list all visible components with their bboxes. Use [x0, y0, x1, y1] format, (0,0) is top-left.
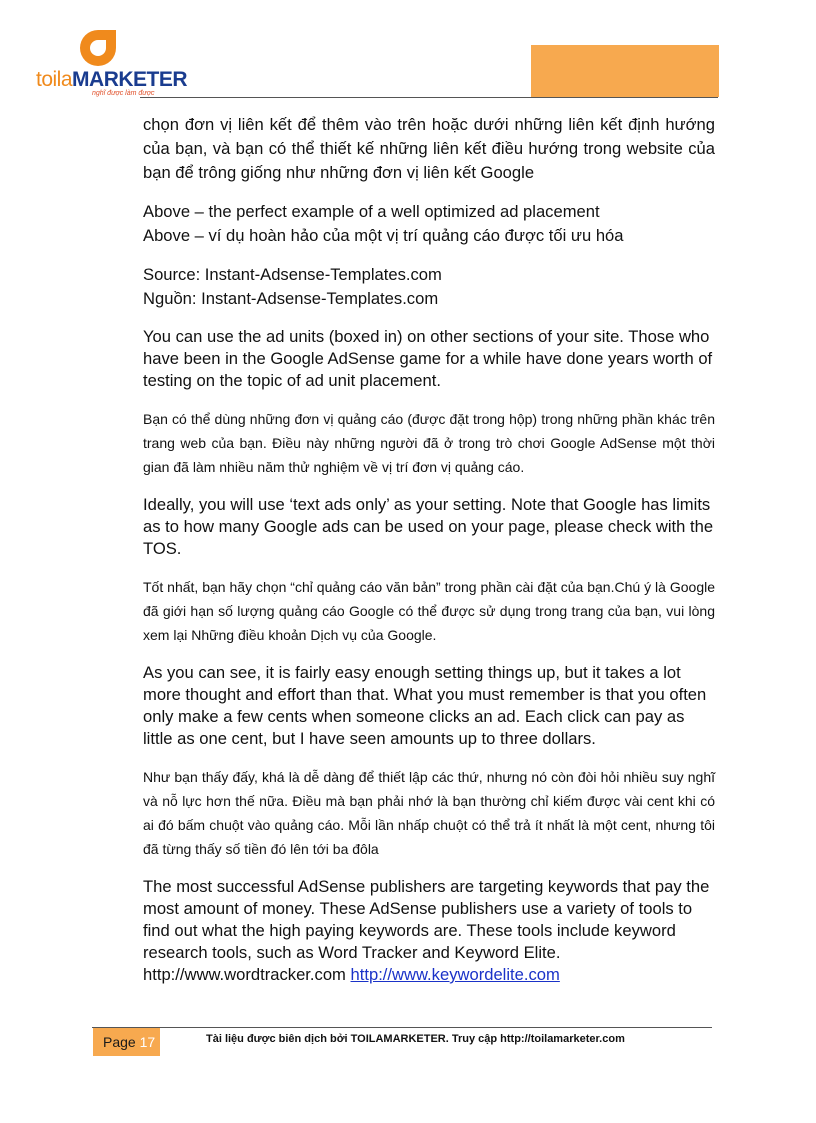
logo-part2: MARKETER	[72, 68, 188, 91]
page-body	[143, 113, 715, 986]
paragraph-vn-3: Tốt nhất, bạn hãy chọn “chỉ quảng cáo văn bản” trong phần cài đặt của bạn.Chú ý là Google đã giới hạn số lượng quảng cáo Google có thể được sử dụng trong trang của bạn, vui lòng xem lại Những điều khoản Dịch vụ của Google.	[143, 579, 715, 643]
paragraph-vn-4: Như bạn thấy đấy, khá là dễ dàng để thiết lập các thứ, nhưng nó còn đòi hỏi nhiều suy nghĩ và nỗ lực hơn thế nữa. Điều mà bạn phải nhớ là bạn thường chỉ kiếm được vài cent khi có ai đó bấm chuột vào quảng cáo. Mỗi lần nhấp chuột có thể trả ít nhất là một cent, nhưng tôi đã từng thấy số tiền đó lên tới ba đôla	[143, 769, 715, 857]
paragraph-en-2: You can use the ad units (boxed in) on other sections of your site. Those who have been in the Google AdSense game for a while have done years worth of testing on the topic of ad unit placement.	[143, 327, 713, 390]
page-label	[103, 1034, 155, 1050]
source-vn: Nguồn: Instant-Adsense-Templates.com	[143, 289, 439, 308]
logo-part1: toila	[36, 68, 73, 91]
page-number-box	[93, 1028, 160, 1056]
source-en: Source: Instant-Adsense-Templates.com	[143, 265, 442, 284]
header-accent-box	[531, 45, 719, 97]
brand-logo	[30, 28, 188, 98]
page-number: 17	[139, 1034, 156, 1050]
caption-above-vn: Above – ví dụ hoàn hảo của một vị trí quảng cáo được tối ưu hóa	[143, 226, 624, 245]
paragraph-en-4: As you can see, it is fairly easy enough setting things up, but it takes a lot more thought and effort than that. What you must remember is that you often only make a few cents when someone clicks an ad. Each click can pay as little as one cent, but I have seen amounts up to three dollars.	[143, 663, 707, 748]
wordtracker-url: http://www.wordtracker.com	[143, 965, 346, 984]
header-divider	[140, 97, 718, 98]
caption-above-en: Above – the perfect example of a well optimized ad placement	[143, 202, 600, 221]
footer-credit: Tài liệu được biên dịch bởi TOILAMARKETER. Truy cập http://toilamarketer.com	[206, 1033, 625, 1045]
paragraph-vn-2: Bạn có thể dùng những đơn vị quảng cáo (được đặt trong hộp) trong những phần khác trên trang web của bạn. Điều này những người đã ở trong trò chơi Google AdSense một thời gian đã làm nhiều năm thử nghiệm về vị trí đơn vị quảng cáo.	[143, 411, 715, 475]
caption-above	[143, 200, 715, 248]
logo-wordmark	[36, 68, 187, 92]
page-label-text: Page	[103, 1034, 136, 1050]
logo-tagline: nghĩ được làm được	[92, 90, 155, 97]
logo-drop-icon	[78, 28, 118, 68]
paragraph-vn-1: chọn đơn vị liên kết để thêm vào trên hoặc dưới những liên kết định hướng của bạn, và bạn có thể thiết kế những liên kết điều hướng trong website của bạn để trông giống như những đơn vị liên kết Google	[143, 115, 715, 182]
paragraph-en-5-text: The most successful AdSense publishers are targeting keywords that pay the most amount of money. These AdSense publishers use a variety of tools to find out what the high paying keywords are. These tools include keyword research tools, such as Word Tracker and Keyword Elite.	[143, 877, 710, 962]
paragraph-en-5	[143, 876, 715, 986]
source-block	[143, 263, 715, 311]
footer-divider	[92, 1027, 712, 1028]
paragraph-en-3: Ideally, you will use ‘text ads only’ as your setting. Note that Google has limits as to how many Google ads can be used on your page, please check with the TOS.	[143, 495, 714, 558]
keywordelite-link[interactable]: http://www.keywordelite.com	[350, 965, 560, 984]
